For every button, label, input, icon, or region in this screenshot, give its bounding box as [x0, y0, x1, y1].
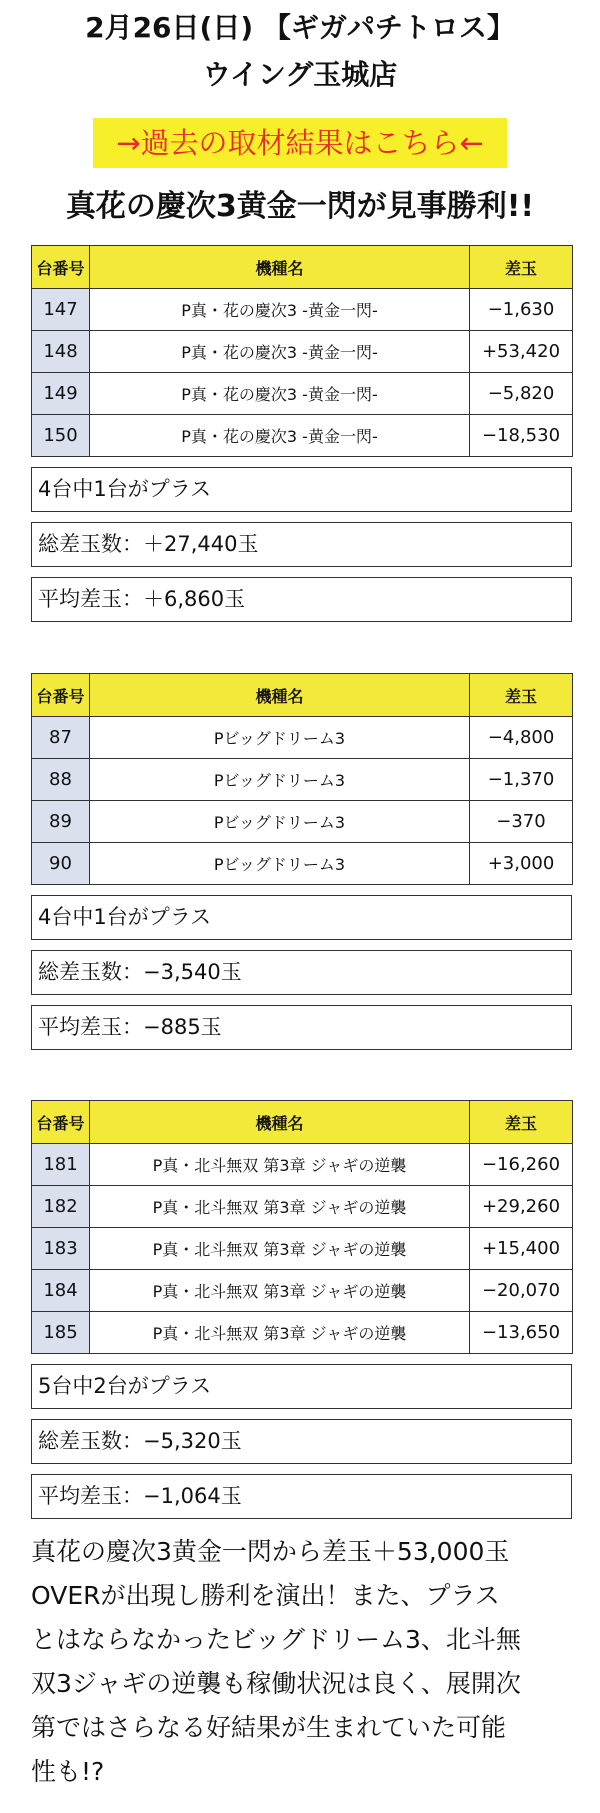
table-row [32, 759, 573, 801]
total-diff: 総差玉数：−3,540玉 [31, 950, 572, 995]
table-row [32, 1312, 573, 1354]
diff-value: −13,650 [470, 1312, 573, 1354]
model-name: Pビッグドリーム3 [90, 717, 470, 759]
summary-line: 性も!? [31, 1757, 105, 1786]
results-table [31, 1100, 573, 1354]
machine-no: 147 [32, 289, 90, 331]
diff-value: −20,070 [470, 1270, 573, 1312]
diff-value: −4,800 [470, 717, 573, 759]
model-name: P真・花の慶次3 -黄金一閃- [90, 373, 470, 415]
machine-no: 89 [32, 801, 90, 843]
diff-value: +29,260 [470, 1186, 573, 1228]
table-row [32, 1186, 573, 1228]
plus-count: 5台中2台がプラス [31, 1364, 572, 1409]
machine-no: 88 [32, 759, 90, 801]
col-machine-no: 台番号 [32, 246, 90, 289]
summary-line: OVERが出現し勝利を演出！また、プラス [31, 1581, 500, 1610]
diff-value: +3,000 [470, 843, 573, 885]
summary-line: 双3ジャギの逆襲も稼働状況は良く、展開次 [31, 1669, 521, 1698]
col-diff: 差玉 [470, 674, 573, 717]
headline: 真花の慶次3黄金一閃が見事勝利!! [65, 189, 535, 224]
table-row [32, 1144, 573, 1186]
machine-no: 181 [32, 1144, 90, 1186]
machine-no: 185 [32, 1312, 90, 1354]
machine-no: 90 [32, 843, 90, 885]
machine-no: 87 [32, 717, 90, 759]
col-machine-no: 台番号 [32, 674, 90, 717]
total-diff: 総差玉数：−5,320玉 [31, 1419, 572, 1464]
plus-count: 4台中1台がプラス [31, 467, 572, 512]
past-results-link[interactable]: →過去の取材結果はこちら← [93, 118, 507, 168]
diff-value: −5,820 [470, 373, 573, 415]
table-row [32, 1270, 573, 1312]
table-header-row [32, 1101, 573, 1144]
model-name: Pビッグドリーム3 [90, 759, 470, 801]
diff-value: +15,400 [470, 1228, 573, 1270]
diff-value: −16,260 [470, 1144, 573, 1186]
table-row [32, 843, 573, 885]
model-name: Pビッグドリーム3 [90, 843, 470, 885]
table-row [32, 1228, 573, 1270]
model-name: Pビッグドリーム3 [90, 801, 470, 843]
col-model: 機種名 [90, 674, 470, 717]
summary-line: とはならなかったビッグドリーム3、北斗無 [31, 1625, 521, 1654]
diff-value: +53,420 [470, 331, 573, 373]
model-name: P真・北斗無双 第3章 ジャギの逆襲 [90, 1312, 470, 1354]
result-section-3 [31, 1100, 572, 1519]
average-diff: 平均差玉：−885玉 [31, 1005, 572, 1050]
model-name: P真・花の慶次3 -黄金一閃- [90, 289, 470, 331]
model-name: P真・北斗無双 第3章 ジャギの逆襲 [90, 1144, 470, 1186]
total-diff: 総差玉数：＋27,440玉 [31, 522, 572, 567]
model-name: P真・北斗無双 第3章 ジャギの逆襲 [90, 1270, 470, 1312]
table-header-row [32, 674, 573, 717]
table-header-row [32, 246, 573, 289]
average-diff: 平均差玉：−1,064玉 [31, 1474, 572, 1519]
machine-no: 182 [32, 1186, 90, 1228]
machine-no: 149 [32, 373, 90, 415]
table-row [32, 331, 573, 373]
table-row [32, 801, 573, 843]
diff-value: −370 [470, 801, 573, 843]
results-table [31, 245, 573, 457]
machine-no: 184 [32, 1270, 90, 1312]
model-name: P真・北斗無双 第3章 ジャギの逆襲 [90, 1186, 470, 1228]
result-section-2 [31, 673, 572, 1050]
table-row [32, 717, 573, 759]
col-diff: 差玉 [470, 1101, 573, 1144]
col-model: 機種名 [90, 1101, 470, 1144]
summary-line: 真花の慶次3黄金一閃から差玉＋53,000玉 [31, 1537, 510, 1566]
results-table [31, 673, 573, 885]
machine-no: 183 [32, 1228, 90, 1270]
machine-no: 148 [32, 331, 90, 373]
diff-value: −1,370 [470, 759, 573, 801]
col-machine-no: 台番号 [32, 1101, 90, 1144]
machine-no: 150 [32, 415, 90, 457]
model-name: P真・花の慶次3 -黄金一閃- [90, 331, 470, 373]
col-model: 機種名 [90, 246, 470, 289]
model-name: P真・花の慶次3 -黄金一閃- [90, 415, 470, 457]
model-name: P真・北斗無双 第3章 ジャギの逆襲 [90, 1228, 470, 1270]
diff-value: −18,530 [470, 415, 573, 457]
store-name: ウイング玉城店 [202, 58, 398, 91]
summary-text [31, 1530, 572, 1794]
table-row [32, 289, 573, 331]
date-title: 2月26日(日) 【ギガパチトロス】 [85, 11, 515, 44]
result-section-1 [31, 245, 572, 622]
table-row [32, 415, 573, 457]
diff-value: −1,630 [470, 289, 573, 331]
plus-count: 4台中1台がプラス [31, 895, 572, 940]
table-row [32, 373, 573, 415]
summary-line: 第ではさらなる好結果が生まれていた可能 [31, 1713, 507, 1742]
col-diff: 差玉 [470, 246, 573, 289]
average-diff: 平均差玉：＋6,860玉 [31, 577, 572, 622]
